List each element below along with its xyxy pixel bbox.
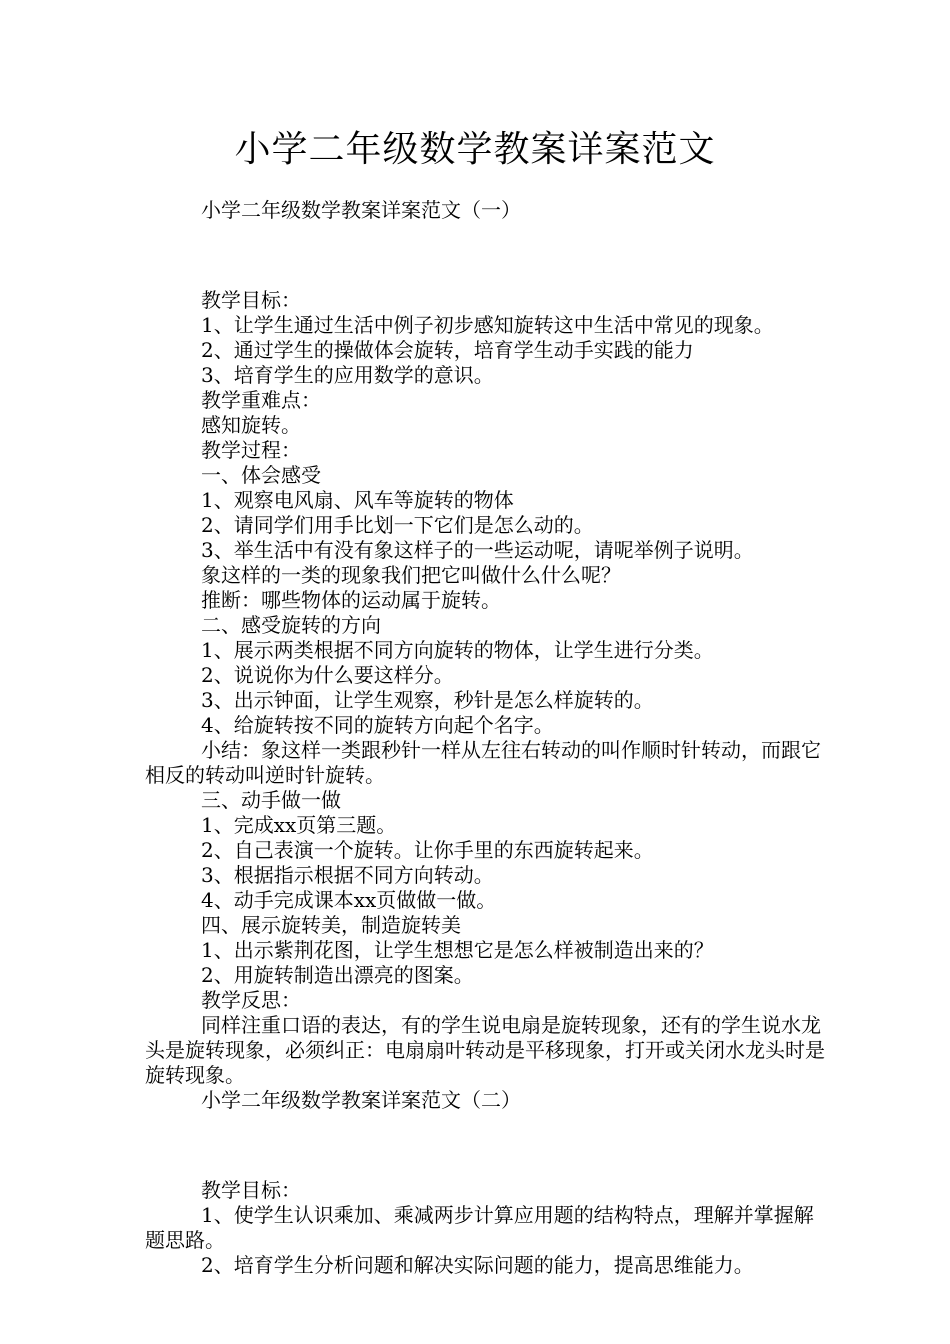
paragraph: 一、体会感受 xyxy=(201,463,321,487)
paragraph: 2、请同学们用手比划一下它们是怎么动的。 xyxy=(201,513,594,537)
paragraph: 同样注重口语的表达，有的学生说电扇是旋转现象，还有的学生说水龙头是旋转现象，必须纠正：电扇扇叶转动是平移现象，打开或关闭水龙头时是旋转现象。 xyxy=(145,1013,825,1087)
paragraph: 象这样的一类的现象我们把它叫做什么什么呢？ xyxy=(201,563,621,587)
paragraph: 小结：象这样一类跟秒针一样从左往右转动的叫作顺时针转动，而跟它相反的转动叫逆时针旋转。 xyxy=(145,738,821,787)
paragraph: 4、动手完成课本xx页做做一做。 xyxy=(201,888,497,912)
paragraph: 感知旋转。 xyxy=(201,413,301,437)
paragraph: 教学反思： xyxy=(201,988,301,1012)
paragraph: 3、出示钟面，让学生观察，秒针是怎么样旋转的。 xyxy=(201,688,654,712)
paragraph: 2、用旋转制造出漂亮的图案。 xyxy=(201,963,474,987)
paragraph: 教学目标： xyxy=(201,1178,301,1202)
paragraph: 1、让学生通过生活中例子初步感知旋转这中生活中常见的现象。 xyxy=(201,313,774,337)
paragraph: 1、展示两类根据不同方向旋转的物体，让学生进行分类。 xyxy=(201,638,714,662)
paragraph: 教学重难点： xyxy=(201,388,321,412)
document-body xyxy=(145,198,825,1278)
paragraph: 1、观察电风扇、风车等旋转的物体 xyxy=(201,488,514,512)
paragraph: 教学目标： xyxy=(201,288,301,312)
paragraph: 4、给旋转按不同的旋转方向起个名字。 xyxy=(201,713,554,737)
paragraph: 二、感受旋转的方向 xyxy=(201,613,381,637)
paragraph: 2、说说你为什么要这样分。 xyxy=(201,663,454,687)
paragraph: 2、自己表演一个旋转。让你手里的东西旋转起来。 xyxy=(201,838,654,862)
paragraph: 小学二年级数学教案详案范文（二） xyxy=(201,1088,521,1112)
paragraph: 推断：哪些物体的运动属于旋转。 xyxy=(201,588,501,612)
blank-line xyxy=(145,243,825,268)
paragraph: 1、出示紫荆花图，让学生想想它是怎么样被制造出来的？ xyxy=(201,938,714,962)
paragraph: 3、培育学生的应用数学的意识。 xyxy=(201,363,494,387)
paragraph: 四、展示旋转美，制造旋转美 xyxy=(201,913,461,937)
paragraph: 2、培育学生分析问题和解决实际问题的能力，提高思维能力。 xyxy=(201,1253,754,1277)
paragraph: 3、根据指示根据不同方向转动。 xyxy=(201,863,494,887)
blank-line xyxy=(145,1133,825,1158)
paragraph: 三、动手做一做 xyxy=(201,788,341,812)
document-title: 小学二年级数学教案详案范文 xyxy=(234,129,716,170)
paragraph: 小学二年级数学教案详案范文（一） xyxy=(201,198,521,222)
paragraph: 2、通过学生的操做体会旋转，培育学生动手实践的能力 xyxy=(201,338,694,362)
paragraph: 1、使学生认识乘加、乘减两步计算应用题的结构特点，理解并掌握解题思路。 xyxy=(145,1203,814,1252)
paragraph: 1、完成xx页第三题。 xyxy=(201,813,397,837)
paragraph: 教学过程： xyxy=(201,438,301,462)
paragraph: 3、举生活中有没有象这样子的一些运动呢，请呢举例子说明。 xyxy=(201,538,754,562)
